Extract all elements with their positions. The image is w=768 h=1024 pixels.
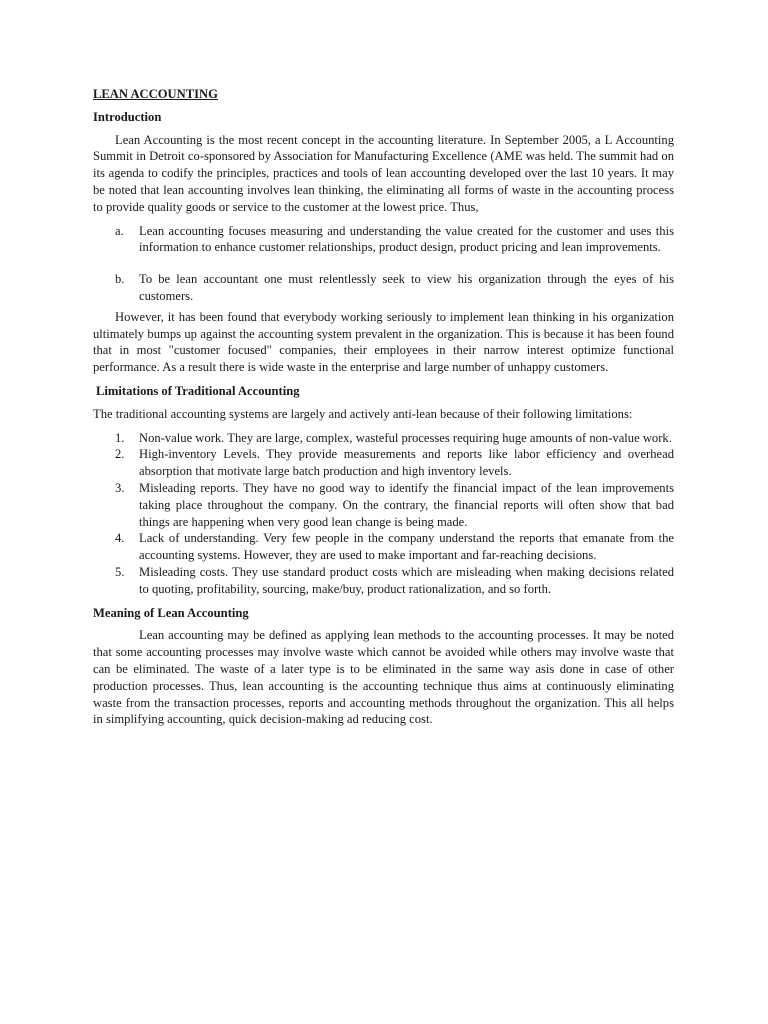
- list-item-text: Lean accounting focuses measuring and understanding the value created for the customer and uses this information to enhance customer relationships, product design, product pricing and lean improvements.: [139, 223, 674, 255]
- introduction-paragraph: Lean Accounting is the most recent concept in the accounting literature. In September 2005, a L Accounting Summit in Detroit co-sponsored by Association for Manufacturing Excellence (AME was held. The summit had on its agenda to codify the principles, practices and tools of lean accounting developed over the last 10 years. It may be noted that lean accounting involves lean thinking, the eliminating all forms of waste in the accounting process to provide quality goods or service to the customer at the lowest price. Thus,: [93, 132, 674, 214]
- list-item-text: Misleading costs. They use standard product costs which are misleading when making decisions related to quoting, profitability, sourcing, make/buy, product rationalization, and so forth.: [139, 564, 674, 596]
- however-paragraph: However, it has been found that everybody working seriously to implement lean thinking in his organization ultimately bumps up against the accounting system prevalent in the organization. This is because it has been found that in most "customer focused" companies, their employees in their narrow interest optimize functional performance. As a result there is wide waste in the enterprise and large number of unhappy customers.: [93, 309, 674, 375]
- limitations-heading: Limitations of Traditional Accounting: [96, 383, 300, 398]
- introduction-points-list: [93, 223, 674, 305]
- introduction-heading: Introduction: [93, 109, 162, 124]
- list-item: [93, 446, 674, 480]
- limitations-intro: The traditional accounting systems are largely and actively anti-lean because of their following limitations:: [93, 406, 633, 421]
- list-marker: 2.: [115, 447, 125, 462]
- list-item: [93, 430, 674, 447]
- list-marker: 3.: [115, 480, 125, 495]
- list-item: [93, 530, 674, 564]
- list-item: [93, 480, 674, 530]
- meaning-paragraph: Lean accounting may be defined as applying lean methods to the accounting processes. It may be noted that some accounting processes may involve waste which cannot be avoided while others may involve waste that can be eliminated. The waste of a later type is to be eliminated in the same way asis done in case of other production processes. Thus, lean accounting is the accounting technique thus aims at continuously eliminating waste from the transaction processes, reports and accounting methods throughout the organization. This all helps in simplifying accounting, quick decision-making ad reducing cost.: [93, 628, 674, 727]
- document-page: [93, 86, 674, 735]
- list-item-text: Misleading reports. They have no good way to identify the financial impact of the lean improvements taking place throughout the company. On the contrary, the financial reports will often show that bad things are happening when very good lean change is being made.: [139, 480, 674, 529]
- list-marker: 1.: [115, 430, 125, 445]
- meaning-heading: Meaning of Lean Accounting: [93, 605, 249, 620]
- limitations-list: [93, 430, 674, 598]
- list-item-text: High-inventory Levels. They provide measurements and reports like labor efficiency and overhead absorption that motivate large batch production and high inventory levels.: [139, 447, 674, 479]
- list-item-text: Lack of understanding. Very few people in the company understand the reports that emanate from the accounting systems. However, they are used to make important and far-reaching decisions.: [139, 531, 674, 563]
- list-marker: b.: [115, 272, 125, 287]
- list-item: [93, 223, 674, 257]
- list-item: [93, 271, 674, 305]
- list-item-text: Non-value work. They are large, complex, wasteful processes requiring huge amounts of non-value work.: [139, 430, 672, 445]
- list-marker: a.: [115, 223, 124, 238]
- list-marker: 4.: [115, 531, 125, 546]
- list-item-text: To be lean accountant one must relentlessly seek to view his organization through the eyes of his customers.: [139, 272, 674, 303]
- list-marker: 5.: [115, 564, 125, 579]
- list-item: [93, 564, 674, 598]
- document-title: LEAN ACCOUNTING: [93, 87, 218, 101]
